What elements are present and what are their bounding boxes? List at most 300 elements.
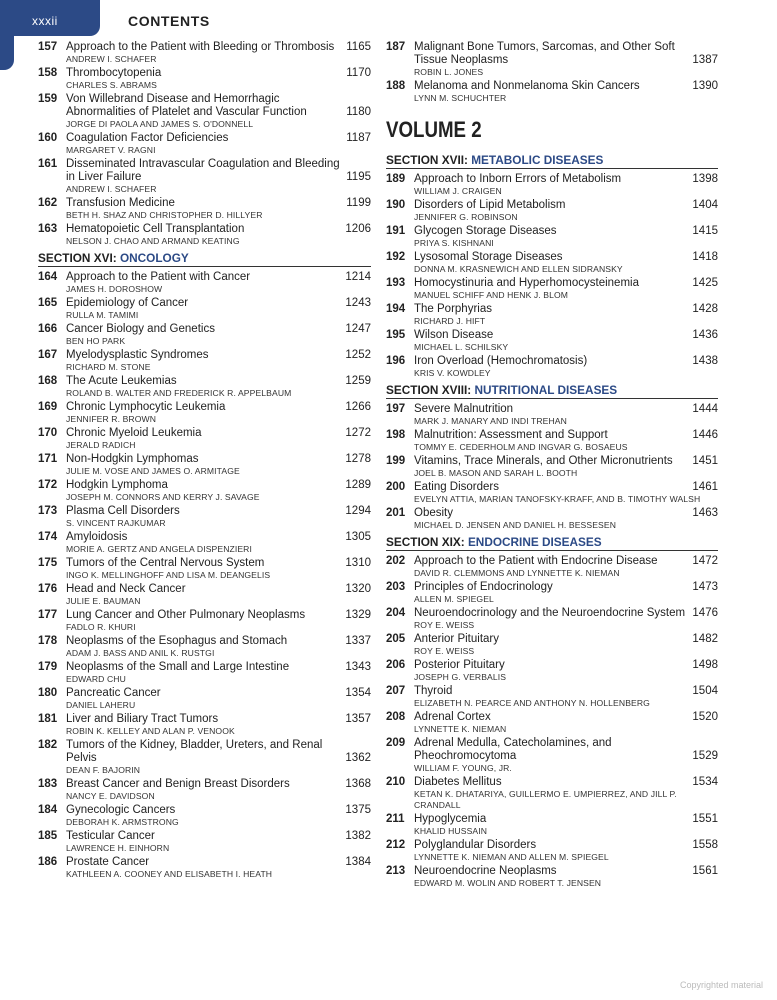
chapter-number: 211 bbox=[386, 813, 405, 825]
chapter-title: Severe Malnutrition bbox=[414, 403, 514, 415]
chapter-body bbox=[414, 303, 718, 327]
chapter-number: 168 bbox=[38, 375, 58, 387]
chapter-number: 190 bbox=[386, 199, 406, 211]
chapter-row bbox=[414, 173, 718, 186]
toc-entry[interactable] bbox=[38, 401, 371, 425]
chapter-authors: TOMMY E. CEDERHOLM AND INGVAR G. BOSAEUS bbox=[414, 442, 628, 452]
chapter-row bbox=[414, 685, 718, 698]
chapter-title: Testicular Cancer bbox=[66, 830, 155, 842]
chapter-number: 200 bbox=[386, 481, 406, 493]
toc-entry[interactable] bbox=[386, 173, 718, 197]
chapter-row bbox=[66, 67, 371, 80]
chapter-title: Non-Hodgkin Lymphomas bbox=[66, 453, 199, 465]
chapter-body bbox=[414, 41, 718, 78]
toc-entry[interactable] bbox=[38, 132, 371, 156]
chapter-row bbox=[414, 776, 718, 789]
chapter-row bbox=[414, 329, 718, 342]
chapter-title: Neoplasms of the Small and Large Intestine bbox=[66, 661, 290, 673]
toc-entry[interactable] bbox=[38, 323, 371, 347]
toc-entry[interactable] bbox=[38, 557, 371, 581]
chapter-row bbox=[414, 865, 718, 878]
section-prefix: SECTION XVI: bbox=[38, 251, 117, 265]
chapter-title: Head and Neck Cancer bbox=[66, 583, 186, 595]
chapter-body bbox=[66, 158, 371, 195]
toc-entry[interactable] bbox=[38, 739, 371, 776]
toc-entry[interactable] bbox=[38, 830, 371, 854]
chapter-number: 194 bbox=[386, 303, 406, 315]
chapter-page: 1382 bbox=[345, 830, 371, 842]
chapter-page: 1187 bbox=[346, 132, 371, 144]
chapter-row bbox=[414, 277, 718, 290]
toc-entry[interactable] bbox=[38, 778, 371, 802]
chapter-number: 184 bbox=[38, 804, 58, 816]
toc-entry[interactable] bbox=[38, 609, 371, 633]
toc-entry[interactable] bbox=[386, 41, 718, 78]
chapter-body bbox=[414, 685, 718, 709]
toc-entry[interactable] bbox=[38, 67, 371, 91]
chapter-title: Lung Cancer and Other Pulmonary Neoplasms bbox=[66, 609, 306, 621]
chapter-number: 172 bbox=[38, 479, 58, 491]
chapter-title: Chronic Lymphocytic Leukemia bbox=[66, 401, 226, 413]
chapter-page: 1294 bbox=[345, 505, 371, 517]
chapter-page: 1252 bbox=[345, 349, 371, 361]
chapter-number: 157 bbox=[38, 41, 58, 53]
chapter-title: Obesity bbox=[414, 507, 453, 519]
toc-entry[interactable] bbox=[386, 303, 718, 327]
toc-entry[interactable] bbox=[386, 251, 718, 275]
chapter-body bbox=[66, 401, 371, 425]
toc-entry[interactable] bbox=[38, 223, 371, 247]
section-heading bbox=[38, 251, 371, 267]
chapter-page: 1259 bbox=[345, 375, 371, 387]
chapter-title: Thrombocytopenia bbox=[66, 67, 162, 79]
chapter-number: 181 bbox=[38, 713, 58, 725]
chapter-authors: MANUEL SCHIFF AND HENK J. BLOM bbox=[414, 290, 569, 300]
toc-entry[interactable] bbox=[386, 633, 718, 657]
toc-entry[interactable] bbox=[386, 737, 718, 774]
chapter-authors: ANDREW I. SCHAFER bbox=[66, 184, 157, 194]
toc-entry[interactable] bbox=[38, 427, 371, 451]
section-name: METABOLIC DISEASES bbox=[471, 153, 604, 167]
chapter-number: 206 bbox=[386, 659, 406, 671]
toc-entry[interactable] bbox=[386, 555, 718, 579]
chapter-number: 167 bbox=[38, 349, 58, 361]
chapter-page: 1436 bbox=[692, 329, 718, 341]
chapter-body bbox=[414, 737, 718, 774]
chapter-authors: JULIE M. VOSE AND JAMES O. ARMITAGE bbox=[66, 466, 240, 476]
chapter-title: Malnutrition: Assessment and Support bbox=[414, 429, 608, 441]
chapter-page: 1180 bbox=[346, 106, 371, 118]
chapter-number: 169 bbox=[38, 401, 58, 413]
chapter-authors: LYNN M. SCHUCHTER bbox=[414, 93, 507, 103]
chapter-authors: KETAN K. DHATARIYA, GUILLERMO E. UMPIERREZ, AND JILL P. CRANDALL bbox=[414, 789, 677, 810]
chapter-number: 189 bbox=[386, 173, 406, 185]
chapter-authors: JERALD RADICH bbox=[66, 440, 136, 450]
toc-entry[interactable] bbox=[38, 479, 371, 503]
chapter-authors: ELIZABETH N. PEARCE AND ANTHONY N. HOLLENBERG bbox=[414, 698, 650, 708]
chapter-body bbox=[66, 778, 371, 802]
chapter-authors: LAWRENCE H. EINHORN bbox=[66, 843, 170, 853]
chapter-number: 158 bbox=[38, 67, 58, 79]
chapter-body bbox=[414, 507, 718, 531]
chapter-page: 1387 bbox=[692, 54, 718, 66]
chapter-number: 191 bbox=[386, 225, 406, 237]
toc-entry[interactable] bbox=[386, 80, 718, 104]
chapter-row bbox=[66, 505, 371, 518]
toc-entry[interactable] bbox=[38, 505, 371, 529]
chapter-authors: ANDREW I. SCHAFER bbox=[66, 54, 157, 64]
chapter-body bbox=[66, 505, 371, 529]
chapter-title: Amyloidosis bbox=[66, 531, 128, 543]
chapter-body bbox=[66, 531, 371, 555]
chapter-page: 1425 bbox=[692, 277, 718, 289]
chapter-row bbox=[66, 375, 371, 388]
chapter-page: 1278 bbox=[345, 453, 371, 465]
chapter-body bbox=[66, 349, 371, 373]
chapter-body bbox=[414, 481, 718, 505]
chapter-body bbox=[66, 661, 371, 685]
chapter-number: 212 bbox=[386, 839, 406, 851]
toc-entry[interactable] bbox=[38, 453, 371, 477]
chapter-page: 1444 bbox=[692, 403, 718, 415]
chapter-page: 1482 bbox=[692, 633, 718, 645]
toc-list bbox=[386, 41, 718, 104]
chapter-row bbox=[414, 80, 718, 93]
chapter-title: Melanoma and Nonmelanoma Skin Cancers bbox=[414, 80, 640, 92]
chapter-title: Tumors of the Kidney, Bladder, Ureters, and Renal Pelvis bbox=[66, 739, 323, 764]
toc-entry[interactable] bbox=[386, 355, 718, 379]
chapter-page: 1362 bbox=[345, 752, 371, 764]
chapter-title: Von Willebrand Disease and Hemorrhagic Abnormalities of Platelet and Vascular Function bbox=[66, 93, 307, 118]
chapter-row bbox=[66, 557, 371, 570]
toc-entry[interactable] bbox=[38, 349, 371, 373]
toc-entry[interactable] bbox=[38, 856, 371, 880]
toc-entry[interactable] bbox=[386, 607, 718, 631]
chapter-page: 1337 bbox=[345, 635, 371, 647]
chapter-page: 1343 bbox=[345, 661, 371, 673]
chapter-row bbox=[414, 355, 718, 368]
toc-entry[interactable] bbox=[38, 531, 371, 555]
chapter-number: 198 bbox=[386, 429, 406, 441]
toc-entry[interactable] bbox=[386, 813, 718, 837]
chapter-number: 192 bbox=[386, 251, 406, 263]
chapter-body bbox=[414, 839, 718, 863]
chapter-title: Myelodysplastic Syndromes bbox=[66, 349, 209, 361]
chapter-page: 1357 bbox=[345, 713, 371, 725]
chapter-title: Transfusion Medicine bbox=[66, 197, 175, 209]
chapter-title: Pancreatic Cancer bbox=[66, 687, 161, 699]
chapter-body bbox=[414, 429, 718, 453]
section-prefix: SECTION XVIII: bbox=[386, 383, 472, 397]
toc-entry[interactable] bbox=[38, 93, 371, 130]
chapter-row bbox=[66, 830, 371, 843]
chapter-body bbox=[66, 830, 371, 854]
chapter-page: 1398 bbox=[692, 173, 718, 185]
section-prefix: SECTION XVII: bbox=[386, 153, 468, 167]
chapter-page: 1463 bbox=[692, 507, 718, 519]
toc-entry[interactable] bbox=[386, 581, 718, 605]
toc-entry[interactable] bbox=[38, 41, 371, 65]
chapter-authors: DONNA M. KRASNEWICH AND ELLEN SIDRANSKY bbox=[414, 264, 623, 274]
chapter-body bbox=[66, 41, 371, 65]
chapter-page: 1529 bbox=[692, 750, 718, 762]
chapter-page: 1520 bbox=[692, 711, 718, 723]
chapter-authors: DEBORAH K. ARMSTRONG bbox=[66, 817, 179, 827]
chapter-page: 1289 bbox=[345, 479, 371, 491]
chapter-row bbox=[414, 41, 718, 67]
section-prefix: SECTION XIX: bbox=[386, 535, 465, 549]
chapter-number: 159 bbox=[38, 93, 58, 105]
chapter-title: Coagulation Factor Deficiencies bbox=[66, 132, 229, 144]
chapter-body bbox=[414, 80, 718, 104]
chapter-page: 1404 bbox=[692, 199, 718, 211]
chapter-body bbox=[414, 581, 718, 605]
section-heading bbox=[386, 535, 718, 551]
chapter-body bbox=[66, 609, 371, 633]
chapter-title: Approach to the Patient with Cancer bbox=[66, 271, 251, 283]
toc-entry[interactable] bbox=[386, 199, 718, 223]
chapter-page: 1451 bbox=[692, 455, 718, 467]
chapter-authors: BETH H. SHAZ AND CHRISTOPHER D. HILLYER bbox=[66, 210, 263, 220]
chapter-row bbox=[66, 401, 371, 414]
chapter-body bbox=[66, 93, 371, 130]
chapter-number: 197 bbox=[386, 403, 406, 415]
chapter-authors: DANIEL LAHERU bbox=[66, 700, 136, 710]
chapter-title: Disseminated Intravascular Coagulation and Bleeding in Liver Failure bbox=[66, 158, 340, 183]
toc-entry[interactable] bbox=[386, 277, 718, 301]
chapter-row bbox=[414, 581, 718, 594]
chapter-authors: JENNIFER R. BROWN bbox=[66, 414, 157, 424]
toc-list bbox=[38, 41, 371, 247]
chapter-page: 1504 bbox=[692, 685, 718, 697]
chapter-authors: CHARLES S. ABRAMS bbox=[66, 80, 158, 90]
chapter-number: 183 bbox=[38, 778, 58, 790]
chapter-body bbox=[66, 67, 371, 91]
chapter-number: 213 bbox=[386, 865, 406, 877]
chapter-authors: MARK J. MANARY AND INDI TREHAN bbox=[414, 416, 567, 426]
chapter-row bbox=[66, 323, 371, 336]
chapter-body bbox=[414, 633, 718, 657]
chapter-title: Wilson Disease bbox=[414, 329, 494, 341]
chapter-number: 199 bbox=[386, 455, 406, 467]
chapter-row bbox=[66, 158, 371, 184]
toc-entry[interactable] bbox=[38, 635, 371, 659]
section-name: NUTRITIONAL DISEASES bbox=[474, 383, 618, 397]
chapter-number: 185 bbox=[38, 830, 58, 842]
chapter-row bbox=[414, 507, 718, 520]
chapter-page: 1390 bbox=[692, 80, 718, 92]
toc-entry[interactable] bbox=[386, 711, 718, 735]
chapter-row bbox=[66, 297, 371, 310]
chapter-authors: KRIS V. KOWDLEY bbox=[414, 368, 491, 378]
chapter-authors: MORIE A. GERTZ AND ANGELA DISPENZIERI bbox=[66, 544, 252, 554]
chapter-body bbox=[414, 776, 718, 811]
chapter-row bbox=[414, 659, 718, 672]
chapter-page: 1534 bbox=[692, 776, 718, 788]
toc-entry[interactable] bbox=[38, 197, 371, 221]
chapter-row bbox=[66, 271, 371, 284]
chapter-body bbox=[66, 375, 371, 399]
chapter-number: 163 bbox=[38, 223, 58, 235]
chapter-title: Hypoglycemia bbox=[414, 813, 487, 825]
chapter-authors: DAVID R. CLEMMONS AND LYNNETTE K. NIEMAN bbox=[414, 568, 620, 578]
chapter-authors: EDWARD CHU bbox=[66, 674, 126, 684]
chapter-authors: ALLEN M. SPIEGEL bbox=[414, 594, 494, 604]
chapter-row bbox=[66, 583, 371, 596]
chapter-page: 1558 bbox=[692, 839, 718, 851]
chapter-row bbox=[66, 41, 371, 54]
chapter-title: Epidemiology of Cancer bbox=[66, 297, 189, 309]
toc-entry[interactable] bbox=[386, 403, 718, 427]
chapter-number: 175 bbox=[38, 557, 58, 569]
chapter-body bbox=[414, 403, 718, 427]
chapter-number: 182 bbox=[38, 739, 58, 751]
chapter-authors: JOEL B. MASON AND SARAH L. BOOTH bbox=[414, 468, 578, 478]
chapter-page: 1165 bbox=[346, 41, 371, 53]
section-heading bbox=[386, 153, 718, 169]
chapter-page: 1329 bbox=[345, 609, 371, 621]
chapter-number: 188 bbox=[386, 80, 406, 92]
chapter-title: Glycogen Storage Diseases bbox=[414, 225, 557, 237]
chapter-authors: NANCY E. DAVIDSON bbox=[66, 791, 155, 801]
chapter-authors: WILLIAM J. CRAIGEN bbox=[414, 186, 502, 196]
chapter-body bbox=[66, 583, 371, 607]
chapter-authors: JOSEPH M. CONNORS AND KERRY J. SAVAGE bbox=[66, 492, 260, 502]
toc-entry[interactable] bbox=[386, 839, 718, 863]
section-heading bbox=[386, 383, 718, 399]
section-name: ENDOCRINE DISEASES bbox=[467, 535, 602, 549]
chapter-page: 1199 bbox=[346, 197, 371, 209]
toc-entry[interactable] bbox=[38, 271, 371, 295]
chapter-row bbox=[414, 251, 718, 264]
toc-entry[interactable] bbox=[386, 776, 718, 811]
chapter-title: Disorders of Lipid Metabolism bbox=[414, 199, 566, 211]
chapter-title: Lysosomal Storage Diseases bbox=[414, 251, 563, 263]
toc-entry[interactable] bbox=[38, 804, 371, 828]
chapter-authors: ADAM J. BASS AND ANIL K. RUSTGI bbox=[66, 648, 215, 658]
chapter-row bbox=[414, 403, 718, 416]
chapter-body bbox=[66, 687, 371, 711]
toc-entry[interactable] bbox=[386, 865, 718, 889]
chapter-title: Vitamins, Trace Minerals, and Other Micronutrients bbox=[414, 455, 673, 467]
chapter-number: 208 bbox=[386, 711, 406, 723]
toc-entry[interactable] bbox=[386, 685, 718, 709]
chapter-title: Principles of Endocrinology bbox=[414, 581, 553, 593]
chapter-row bbox=[414, 633, 718, 646]
section-name: ONCOLOGY bbox=[119, 251, 189, 265]
right-column bbox=[386, 41, 718, 891]
chapter-title: Malignant Bone Tumors, Sarcomas, and Other Soft Tissue Neoplasms bbox=[414, 41, 675, 66]
toc-entry[interactable] bbox=[386, 429, 718, 453]
chapter-body bbox=[414, 455, 718, 479]
chapter-body bbox=[414, 813, 718, 837]
chapter-page: 1476 bbox=[692, 607, 718, 619]
chapter-number: 207 bbox=[386, 685, 406, 697]
chapter-title: Thyroid bbox=[414, 685, 453, 697]
chapter-page: 1375 bbox=[345, 804, 371, 816]
chapter-authors: LYNNETTE K. NIEMAN AND ALLEN M. SPIEGEL bbox=[414, 852, 609, 862]
toc-entry[interactable] bbox=[386, 455, 718, 479]
chapter-title: Chronic Myeloid Leukemia bbox=[66, 427, 202, 439]
chapter-authors: ROY E. WEISS bbox=[414, 620, 475, 630]
chapter-row bbox=[66, 223, 371, 236]
chapter-number: 174 bbox=[38, 531, 58, 543]
chapter-row bbox=[66, 739, 371, 765]
chapter-page: 1266 bbox=[345, 401, 371, 413]
chapter-number: 160 bbox=[38, 132, 58, 144]
toc-entry[interactable] bbox=[38, 297, 371, 321]
toc-entry[interactable] bbox=[386, 659, 718, 683]
chapter-row bbox=[66, 609, 371, 622]
chapter-row bbox=[414, 813, 718, 826]
chapter-authors: BEN HO PARK bbox=[66, 336, 126, 346]
chapter-title: Tumors of the Central Nervous System bbox=[66, 557, 265, 569]
chapter-number: 195 bbox=[386, 329, 406, 341]
toc-entry[interactable] bbox=[386, 225, 718, 249]
page-title: CONTENTS bbox=[128, 13, 210, 29]
toc-entry[interactable] bbox=[38, 713, 371, 737]
toc-entry[interactable] bbox=[386, 507, 718, 531]
chapter-title: Anterior Pituitary bbox=[414, 633, 500, 645]
chapter-authors: ROLAND B. WALTER AND FREDERICK R. APPELBAUM bbox=[66, 388, 292, 398]
chapter-page: 1498 bbox=[692, 659, 718, 671]
chapter-number: 180 bbox=[38, 687, 58, 699]
chapter-number: 171 bbox=[38, 453, 58, 465]
chapter-number: 166 bbox=[38, 323, 58, 335]
chapter-number: 173 bbox=[38, 505, 58, 517]
toc-entry[interactable] bbox=[38, 158, 371, 195]
chapter-page: 1438 bbox=[692, 355, 718, 367]
chapter-title: Hematopoietic Cell Transplantation bbox=[66, 223, 245, 235]
chapter-page: 1415 bbox=[692, 225, 718, 237]
toc-entry[interactable] bbox=[38, 583, 371, 607]
toc-entry[interactable] bbox=[38, 661, 371, 685]
toc-entry[interactable] bbox=[386, 329, 718, 353]
toc-entry[interactable] bbox=[38, 687, 371, 711]
chapter-body bbox=[66, 132, 371, 156]
chapter-authors: LYNNETTE K. NIEMAN bbox=[414, 724, 507, 734]
chapter-authors: ROY E. WEISS bbox=[414, 646, 475, 656]
page-number: xxxii bbox=[32, 14, 58, 28]
chapter-title: Neuroendocrine Neoplasms bbox=[414, 865, 557, 877]
toc-entry[interactable] bbox=[386, 481, 718, 505]
chapter-title: Hodgkin Lymphoma bbox=[66, 479, 168, 491]
chapter-title: Approach to the Patient with Bleeding or Thrombosis bbox=[66, 41, 335, 53]
chapter-row bbox=[414, 737, 718, 763]
chapter-page: 1561 bbox=[692, 865, 718, 877]
chapter-row bbox=[66, 531, 371, 544]
chapter-row bbox=[66, 661, 371, 674]
chapter-body bbox=[414, 607, 718, 631]
chapter-authors: FADLO R. KHURI bbox=[66, 622, 136, 632]
chapter-number: 204 bbox=[386, 607, 406, 619]
chapter-body bbox=[414, 199, 718, 223]
chapter-title: Diabetes Mellitus bbox=[414, 776, 502, 788]
chapter-body bbox=[414, 355, 718, 379]
toc-entry[interactable] bbox=[38, 375, 371, 399]
chapter-row bbox=[66, 713, 371, 726]
toc-list bbox=[38, 271, 371, 880]
chapter-number: 162 bbox=[38, 197, 58, 209]
chapter-body bbox=[414, 555, 718, 579]
chapter-row bbox=[66, 427, 371, 440]
copyright-watermark: Copyrighted material bbox=[679, 980, 763, 990]
chapter-number: 165 bbox=[38, 297, 58, 309]
chapter-body bbox=[66, 856, 371, 880]
chapter-authors: RICHARD M. STONE bbox=[66, 362, 151, 372]
chapter-number: 186 bbox=[38, 856, 58, 868]
chapter-number: 193 bbox=[386, 277, 406, 289]
